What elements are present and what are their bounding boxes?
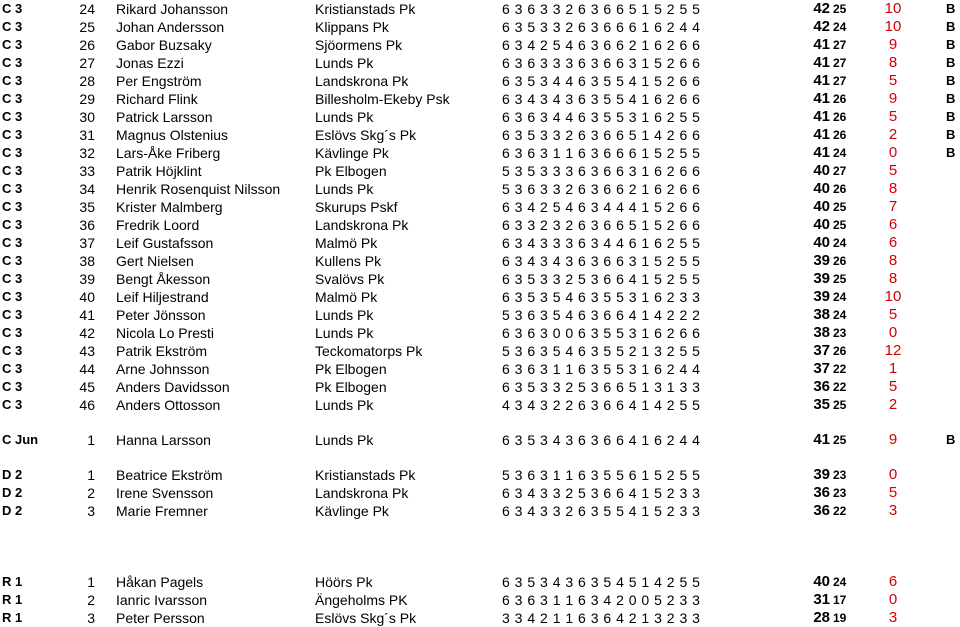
sub-score: 26 <box>833 92 847 106</box>
class-cell: C 3 <box>2 91 23 106</box>
set-scores: 6 3 6 3 1 1 6 3 6 6 6 1 5 2 5 5 <box>502 145 700 161</box>
club-name: Malmö Pk <box>315 235 378 251</box>
result-row <box>0 288 960 306</box>
class-cell: C 3 <box>2 343 23 358</box>
total-score: 39 <box>813 270 830 287</box>
result-row <box>0 18 960 36</box>
class-cell: C 3 <box>2 1 23 16</box>
club-name: Malmö Pk <box>315 289 378 305</box>
player-name: Leif Gustafsson <box>116 235 214 251</box>
club-name: Sjöormens Pk <box>315 37 403 53</box>
club-name: Lunds Pk <box>315 181 374 197</box>
result-row <box>0 378 960 396</box>
set-scores: 6 3 4 3 4 3 6 3 5 5 4 1 6 2 6 6 <box>502 91 700 107</box>
total-score: 42 <box>813 18 830 35</box>
sub-score: 17 <box>833 593 847 607</box>
sub-score: 25 <box>833 200 847 214</box>
total-score: 40 <box>813 162 830 179</box>
points: 1 <box>888 360 898 377</box>
class-cell: C 3 <box>2 235 23 250</box>
total-score: 39 <box>813 466 830 483</box>
set-scores: 5 3 5 3 3 3 6 3 6 6 3 1 6 2 6 6 <box>502 163 700 179</box>
total-score: 28 <box>813 609 830 626</box>
result-row <box>0 180 960 198</box>
club-name: Kristianstads Pk <box>315 1 416 17</box>
club-name: Pk Elbogen <box>315 163 387 179</box>
sub-score: 25 <box>833 218 847 232</box>
points: 5 <box>888 72 898 89</box>
result-row <box>0 431 960 449</box>
result-row <box>0 252 960 270</box>
player-name: Håkan Pagels <box>116 574 204 590</box>
sub-score: 23 <box>833 326 847 340</box>
set-scores: 6 3 5 3 3 2 6 3 6 6 6 1 6 2 4 4 <box>502 19 700 35</box>
points: 8 <box>888 270 898 287</box>
start-number: 40 <box>79 289 95 305</box>
club-name: Svalövs Pk <box>315 271 385 287</box>
club-name: Pk Elbogen <box>315 361 387 377</box>
start-number: 1 <box>87 574 95 590</box>
class-cell: C 3 <box>2 73 23 88</box>
player-name: Rikard Johansson <box>116 1 229 17</box>
player-name: Gert Nielsen <box>116 253 194 269</box>
set-scores: 5 3 6 3 5 4 6 3 6 6 4 1 4 2 2 2 <box>502 307 700 323</box>
flag-marker: B <box>946 109 956 124</box>
start-number: 41 <box>79 307 95 323</box>
sub-score: 22 <box>833 504 847 518</box>
sub-score: 26 <box>833 110 847 124</box>
class-cell: C 3 <box>2 217 23 232</box>
start-number: 3 <box>87 610 95 626</box>
set-scores: 6 3 4 2 5 4 6 3 4 4 4 1 5 2 6 6 <box>502 199 700 215</box>
start-number: 34 <box>79 181 95 197</box>
club-name: Lunds Pk <box>315 397 374 413</box>
club-name: Kävlinge Pk <box>315 145 389 161</box>
points: 6 <box>888 216 898 233</box>
start-number: 39 <box>79 271 95 287</box>
total-score: 40 <box>813 573 830 590</box>
total-score: 41 <box>813 90 830 107</box>
class-cell: C 3 <box>2 145 23 160</box>
total-score: 37 <box>813 360 830 377</box>
set-scores: 6 3 5 3 3 2 5 3 6 6 4 1 5 2 5 5 <box>502 271 700 287</box>
sub-score: 24 <box>833 308 847 322</box>
sub-score: 26 <box>833 182 847 196</box>
start-number: 30 <box>79 109 95 125</box>
player-name: Henrik Rosenquist Nilsson <box>116 181 281 197</box>
player-name: Hanna Larsson <box>116 432 211 448</box>
flag-marker: B <box>946 73 956 88</box>
result-row <box>0 234 960 252</box>
total-score: 41 <box>813 54 830 71</box>
class-cell: R 1 <box>2 610 23 625</box>
player-name: Ianric Ivarsson <box>116 592 208 608</box>
points: 5 <box>888 108 898 125</box>
start-number: 27 <box>79 55 95 71</box>
start-number: 28 <box>79 73 95 89</box>
start-number: 26 <box>79 37 95 53</box>
class-cell: C 3 <box>2 253 23 268</box>
class-cell: C 3 <box>2 199 23 214</box>
start-number: 1 <box>87 467 95 483</box>
points: 5 <box>888 378 898 395</box>
result-row <box>0 72 960 90</box>
points: 2 <box>888 396 898 413</box>
flag-marker: B <box>946 1 956 16</box>
sub-score: 25 <box>833 272 847 286</box>
class-cell: D 2 <box>2 485 23 500</box>
club-name: Eslövs Skg´s Pk <box>315 610 417 626</box>
flag-marker: B <box>946 37 956 52</box>
class-cell: C 3 <box>2 397 23 412</box>
sub-score: 23 <box>833 486 847 500</box>
total-score: 38 <box>813 324 830 341</box>
start-number: 32 <box>79 145 95 161</box>
points: 9 <box>888 431 898 448</box>
result-row <box>0 162 960 180</box>
club-name: Landskrona Pk <box>315 217 409 233</box>
start-number: 31 <box>79 127 95 143</box>
total-score: 36 <box>813 378 830 395</box>
set-scores: 6 3 5 3 4 4 6 3 5 5 4 1 5 2 6 6 <box>502 73 700 89</box>
set-scores: 5 3 6 3 1 1 6 3 5 5 6 1 5 2 5 5 <box>502 467 700 483</box>
class-cell: C 3 <box>2 109 23 124</box>
set-scores: 6 3 6 3 4 4 6 3 5 5 3 1 6 2 5 5 <box>502 109 700 125</box>
result-row <box>0 573 960 591</box>
start-number: 36 <box>79 217 95 233</box>
player-name: Arne Johnsson <box>116 361 210 377</box>
player-name: Magnus Olstenius <box>116 127 229 143</box>
class-cell: C 3 <box>2 37 23 52</box>
set-scores: 6 3 3 2 3 2 6 3 6 6 5 1 5 2 6 6 <box>502 217 700 233</box>
class-cell: C 3 <box>2 163 23 178</box>
result-row <box>0 90 960 108</box>
class-cell: C 3 <box>2 361 23 376</box>
club-name: Lunds Pk <box>315 109 374 125</box>
points: 8 <box>888 54 898 71</box>
total-score: 41 <box>813 108 830 125</box>
total-score: 38 <box>813 306 830 323</box>
club-name: Landskrona Pk <box>315 485 409 501</box>
start-number: 25 <box>79 19 95 35</box>
points: 0 <box>888 466 898 483</box>
flag-marker: B <box>946 91 956 106</box>
flag-marker: B <box>946 127 956 142</box>
points: 2 <box>888 126 898 143</box>
club-name: Kristianstads Pk <box>315 467 416 483</box>
set-scores: 6 3 5 3 3 2 6 3 6 6 5 1 4 2 6 6 <box>502 127 700 143</box>
sub-score: 25 <box>833 2 847 16</box>
total-score: 41 <box>813 126 830 143</box>
points: 10 <box>884 288 902 305</box>
total-score: 41 <box>813 431 830 448</box>
start-number: 1 <box>87 432 95 448</box>
sub-score: 24 <box>833 575 847 589</box>
class-cell: C 3 <box>2 307 23 322</box>
club-name: Pk Elbogen <box>315 379 387 395</box>
sub-score: 24 <box>833 20 847 34</box>
result-row <box>0 484 960 502</box>
total-score: 35 <box>813 396 830 413</box>
result-row <box>0 108 960 126</box>
points: 6 <box>888 234 898 251</box>
start-number: 45 <box>79 379 95 395</box>
total-score: 37 <box>813 342 830 359</box>
class-cell: C Jun <box>2 432 39 447</box>
class-cell: D 2 <box>2 503 23 518</box>
set-scores: 6 3 6 3 0 0 6 3 5 5 3 1 6 2 6 6 <box>502 325 700 341</box>
set-scores: 3 3 4 2 1 1 6 3 6 4 2 1 3 2 3 3 <box>502 610 700 626</box>
points: 0 <box>888 324 898 341</box>
total-score: 40 <box>813 180 830 197</box>
player-name: Irene Svensson <box>116 485 214 501</box>
player-name: Beatrice Ekström <box>116 467 223 483</box>
set-scores: 4 3 4 3 2 2 6 3 6 6 4 1 4 2 5 5 <box>502 397 700 413</box>
player-name: Anders Davidsson <box>116 379 230 395</box>
class-cell: R 1 <box>2 574 23 589</box>
points: 10 <box>884 18 902 35</box>
result-row <box>0 216 960 234</box>
result-row <box>0 0 960 18</box>
sub-score: 27 <box>833 38 847 52</box>
sub-score: 24 <box>833 146 847 160</box>
set-scores: 6 3 6 3 1 1 6 3 4 2 0 0 5 2 3 3 <box>502 592 700 608</box>
player-name: Gabor Buzsaky <box>116 37 212 53</box>
set-scores: 6 3 4 3 3 3 6 3 4 4 6 1 6 2 5 5 <box>502 235 700 251</box>
start-number: 24 <box>79 1 95 17</box>
player-name: Bengt Åkesson <box>116 271 211 287</box>
result-row <box>0 144 960 162</box>
class-cell: C 3 <box>2 379 23 394</box>
club-name: Lunds Pk <box>315 325 374 341</box>
player-name: Per Engström <box>116 73 202 89</box>
club-name: Ängeholms PK <box>315 592 408 608</box>
points: 8 <box>888 180 898 197</box>
sub-score: 27 <box>833 56 847 70</box>
club-name: Landskrona Pk <box>315 73 409 89</box>
set-scores: 6 3 4 3 3 2 5 3 6 6 4 1 5 2 3 3 <box>502 485 700 501</box>
player-name: Patrick Larsson <box>116 109 213 125</box>
sub-score: 23 <box>833 468 847 482</box>
sub-score: 24 <box>833 290 847 304</box>
club-name: Kävlinge Pk <box>315 503 389 519</box>
class-cell: C 3 <box>2 271 23 286</box>
sub-score: 25 <box>833 433 847 447</box>
class-cell: C 3 <box>2 127 23 142</box>
start-number: 33 <box>79 163 95 179</box>
club-name: Lunds Pk <box>315 307 374 323</box>
points: 5 <box>888 484 898 501</box>
points: 5 <box>888 162 898 179</box>
result-row <box>0 360 960 378</box>
class-cell: C 3 <box>2 325 23 340</box>
sub-score: 27 <box>833 74 847 88</box>
total-score: 39 <box>813 252 830 269</box>
points: 3 <box>888 609 898 626</box>
club-name: Lunds Pk <box>315 55 374 71</box>
set-scores: 6 3 6 3 3 2 6 3 6 6 5 1 5 2 5 5 <box>502 1 700 17</box>
club-name: Teckomatorps Pk <box>315 343 423 359</box>
start-number: 29 <box>79 91 95 107</box>
class-cell: C 3 <box>2 289 23 304</box>
club-name: Billesholm-Ekeby Psk <box>315 91 450 107</box>
player-name: Patrik Ekström <box>116 343 208 359</box>
player-name: Peter Persson <box>116 610 205 626</box>
start-number: 37 <box>79 235 95 251</box>
sub-score: 26 <box>833 254 847 268</box>
total-score: 42 <box>813 0 830 17</box>
points: 12 <box>884 342 902 359</box>
set-scores: 6 3 5 3 4 3 6 3 5 4 5 1 4 2 5 5 <box>502 574 700 590</box>
result-row <box>0 306 960 324</box>
club-name: Kullens Pk <box>315 253 382 269</box>
class-cell: C 3 <box>2 55 23 70</box>
player-name: Lars-Åke Friberg <box>116 145 221 161</box>
result-row <box>0 126 960 144</box>
set-scores: 6 3 4 3 3 2 6 3 5 5 4 1 5 2 3 3 <box>502 503 700 519</box>
total-score: 40 <box>813 198 830 215</box>
player-name: Richard Flink <box>116 91 198 107</box>
sub-score: 26 <box>833 344 847 358</box>
sub-score: 25 <box>833 398 847 412</box>
flag-marker: B <box>946 432 956 447</box>
set-scores: 6 3 5 3 4 3 6 3 6 6 4 1 6 2 4 4 <box>502 432 700 448</box>
result-row <box>0 502 960 520</box>
sub-score: 26 <box>833 128 847 142</box>
set-scores: 5 3 6 3 3 2 6 3 6 6 2 1 6 2 6 6 <box>502 181 700 197</box>
points: 0 <box>888 144 898 161</box>
set-scores: 6 3 6 3 1 1 6 3 5 5 3 1 6 2 4 4 <box>502 361 700 377</box>
flag-marker: B <box>946 55 956 70</box>
class-cell: C 3 <box>2 19 23 34</box>
class-cell: C 3 <box>2 181 23 196</box>
player-name: Fredrik Loord <box>116 217 200 233</box>
points: 10 <box>884 0 902 17</box>
set-scores: 6 3 4 2 5 4 6 3 6 6 2 1 6 2 6 6 <box>502 37 700 53</box>
points: 8 <box>888 252 898 269</box>
total-score: 31 <box>813 591 830 608</box>
player-name: Jonas Ezzi <box>116 55 184 71</box>
points: 9 <box>888 90 898 107</box>
player-name: Leif Hiljestrand <box>116 289 209 305</box>
start-number: 44 <box>79 361 95 377</box>
points: 0 <box>888 591 898 608</box>
club-name: Skurups Pskf <box>315 199 398 215</box>
player-name: Johan Andersson <box>116 19 225 35</box>
player-name: Peter Jönsson <box>116 307 206 323</box>
result-row <box>0 396 960 414</box>
points: 9 <box>888 36 898 53</box>
start-number: 46 <box>79 397 95 413</box>
start-number: 3 <box>87 503 95 519</box>
sub-score: 22 <box>833 362 847 376</box>
club-name: Höörs Pk <box>315 574 373 590</box>
flag-marker: B <box>946 145 956 160</box>
sub-score: 27 <box>833 164 847 178</box>
class-cell: D 2 <box>2 467 23 482</box>
points: 6 <box>888 573 898 590</box>
start-number: 42 <box>79 325 95 341</box>
player-name: Patrik Höjklint <box>116 163 202 179</box>
total-score: 41 <box>813 72 830 89</box>
result-row <box>0 198 960 216</box>
points: 7 <box>888 198 898 215</box>
set-scores: 6 3 6 3 3 3 6 3 6 6 3 1 5 2 6 6 <box>502 55 700 71</box>
sub-score: 24 <box>833 236 847 250</box>
player-name: Anders Ottosson <box>116 397 221 413</box>
sub-score: 19 <box>833 611 847 625</box>
start-number: 2 <box>87 485 95 501</box>
result-row <box>0 466 960 484</box>
result-row <box>0 342 960 360</box>
player-name: Krister Malmberg <box>116 199 223 215</box>
set-scores: 6 3 5 3 3 2 5 3 6 6 5 1 3 1 3 3 <box>502 379 700 395</box>
flag-marker: B <box>946 19 956 34</box>
start-number: 43 <box>79 343 95 359</box>
total-score: 40 <box>813 216 830 233</box>
club-name: Eslövs Skg´s Pk <box>315 127 417 143</box>
set-scores: 5 3 6 3 5 4 6 3 5 5 2 1 3 2 5 5 <box>502 343 700 359</box>
start-number: 38 <box>79 253 95 269</box>
start-number: 35 <box>79 199 95 215</box>
points: 3 <box>888 502 898 519</box>
total-score: 36 <box>813 484 830 501</box>
club-name: Klippans Pk <box>315 19 389 35</box>
start-number: 2 <box>87 592 95 608</box>
set-scores: 6 3 5 3 5 4 6 3 5 5 3 1 6 2 3 3 <box>502 289 700 305</box>
result-row <box>0 609 960 627</box>
set-scores: 6 3 4 3 4 3 6 3 6 6 3 1 5 2 5 5 <box>502 253 700 269</box>
player-name: Nicola Lo Presti <box>116 325 215 341</box>
sub-score: 22 <box>833 380 847 394</box>
class-cell: R 1 <box>2 592 23 607</box>
total-score: 41 <box>813 144 830 161</box>
club-name: Lunds Pk <box>315 432 374 448</box>
result-row <box>0 54 960 72</box>
result-row <box>0 591 960 609</box>
result-row <box>0 324 960 342</box>
player-name: Marie Fremner <box>116 503 208 519</box>
total-score: 39 <box>813 288 830 305</box>
total-score: 40 <box>813 234 830 251</box>
result-row <box>0 36 960 54</box>
points: 5 <box>888 306 898 323</box>
total-score: 41 <box>813 36 830 53</box>
result-row <box>0 270 960 288</box>
total-score: 36 <box>813 502 830 519</box>
